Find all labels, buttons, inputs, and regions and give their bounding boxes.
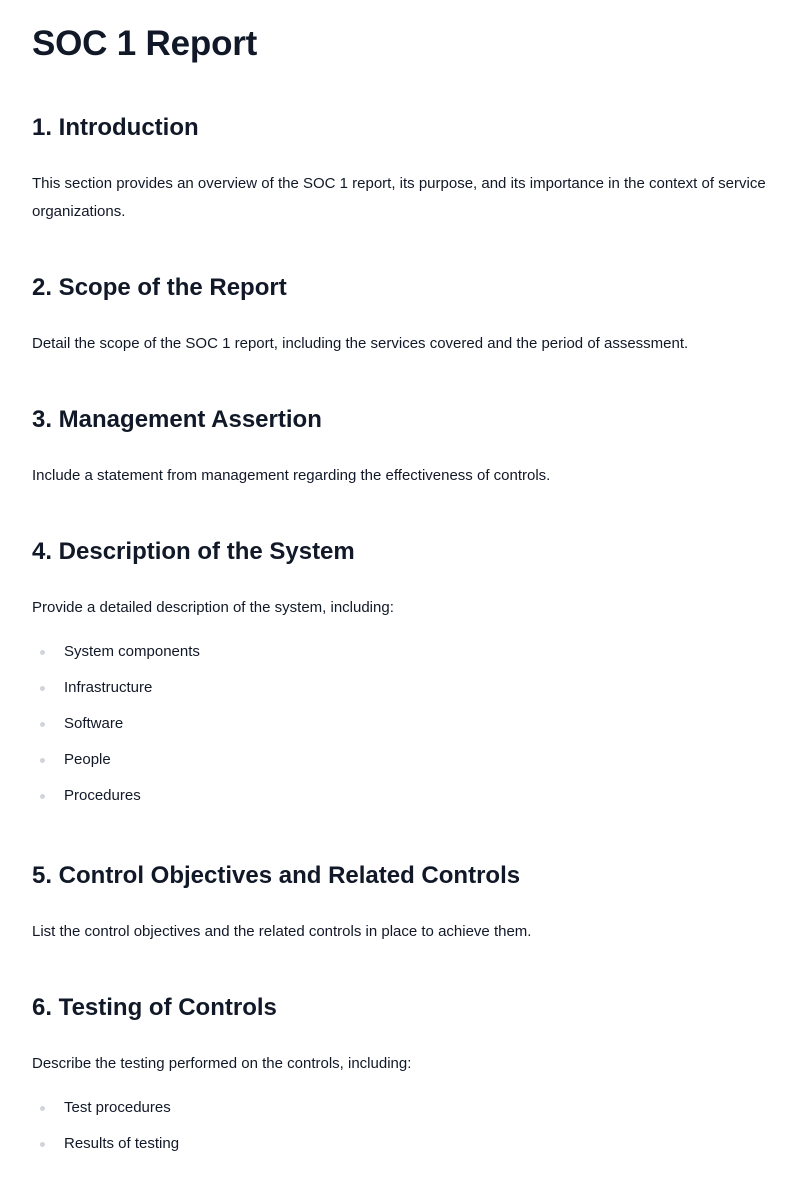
section-heading: 5. Control Objectives and Related Controls (32, 862, 521, 889)
section-management-assertion (32, 404, 768, 490)
list-item: Software (32, 706, 768, 742)
section-body: Provide a detailed description of the system, including: (32, 599, 394, 616)
section-body: This section provides an overview of the SOC 1 report, its purpose, and its importance in the context of service organizations. (32, 175, 766, 220)
list-item: Test procedures (32, 1090, 768, 1126)
section-scope (32, 272, 768, 358)
section-testing-of-controls (32, 992, 768, 1162)
section-heading: 1. Introduction (32, 114, 199, 141)
section-heading: 6. Testing of Controls (32, 994, 277, 1021)
section-heading: 4. Description of the System (32, 538, 355, 565)
system-components-list (32, 622, 768, 814)
section-heading: 3. Management Assertion (32, 406, 322, 433)
section-control-objectives (32, 860, 768, 946)
list-item: Procedures (32, 778, 768, 814)
testing-list (32, 1078, 768, 1162)
list-item: Results of testing (32, 1126, 768, 1162)
section-body: Include a statement from management regarding the effectiveness of controls. (32, 467, 551, 484)
list-item: People (32, 742, 768, 778)
section-body: List the control objectives and the related controls in place to achieve them. (32, 923, 532, 940)
list-item: System components (32, 634, 768, 670)
page-title: SOC 1 Report (32, 24, 258, 63)
section-introduction (32, 112, 768, 226)
list-item: Infrastructure (32, 670, 768, 706)
section-body: Describe the testing performed on the controls, including: (32, 1055, 412, 1072)
section-description-of-system (32, 536, 768, 814)
section-body: Detail the scope of the SOC 1 report, including the services covered and the period of assessment. (32, 335, 689, 352)
section-heading: 2. Scope of the Report (32, 274, 287, 301)
